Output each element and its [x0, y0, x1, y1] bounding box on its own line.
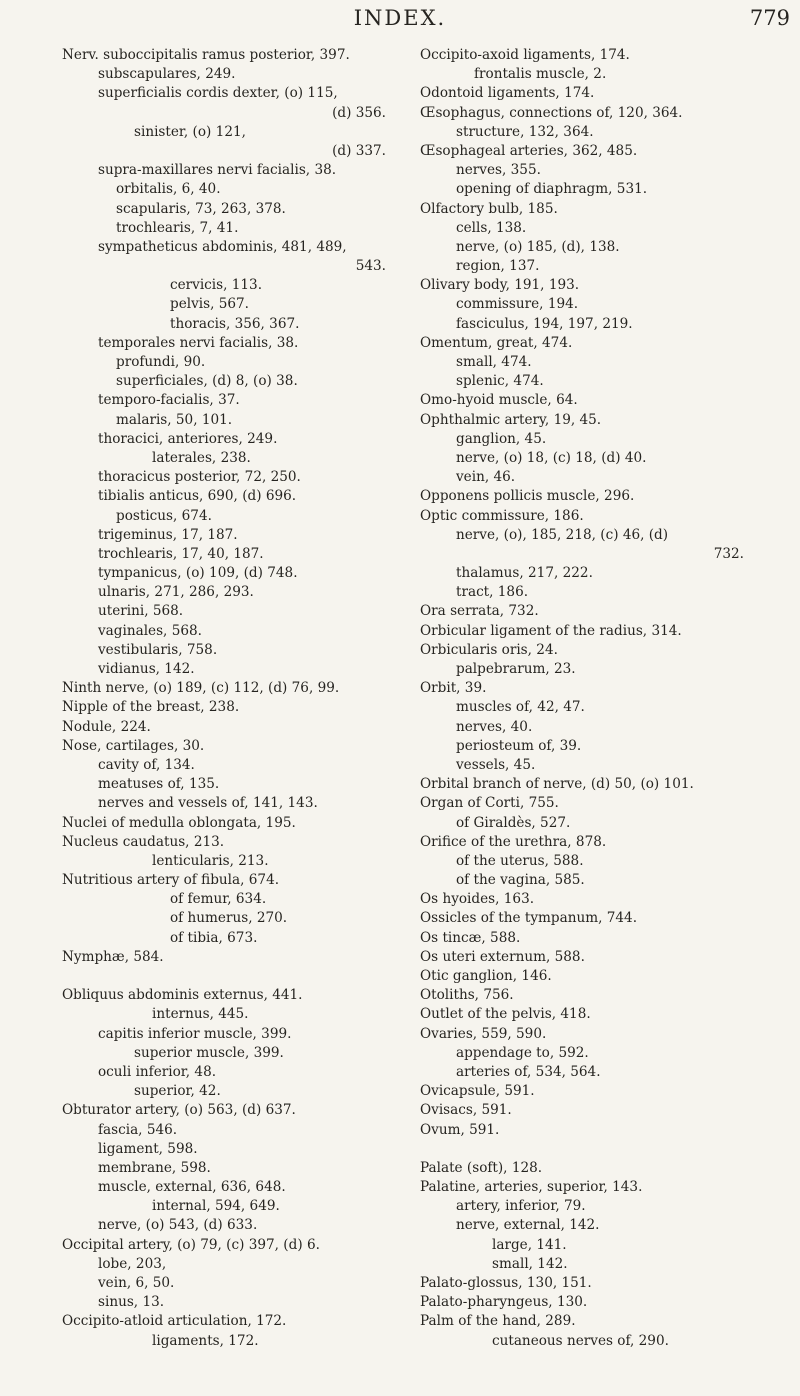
- index-entry: tympanicus, (o) 109, (d) 748.: [98, 565, 298, 582]
- index-entry: pelvis, 567.: [170, 296, 250, 313]
- index-entry: Palato-glossus, 130, 151.: [420, 1275, 592, 1291]
- index-entry: ulnaris, 271, 286, 293.: [98, 584, 254, 601]
- index-entry: thoracis, 356, 367.: [170, 315, 300, 332]
- index-entry: region, 137.: [456, 258, 540, 275]
- index-entry: nerve, external, 142.: [456, 1217, 600, 1234]
- index-entry: Opponens pollicis muscle, 296.: [420, 488, 635, 505]
- index-entry: superior, 42.: [134, 1083, 221, 1100]
- index-entry: lenticularis, 213.: [152, 852, 269, 869]
- index-entry: of Giraldès, 527.: [456, 814, 571, 831]
- index-entry: temporales nervi facialis, 38.: [98, 334, 299, 351]
- index-entry: trigeminus, 17, 187.: [98, 526, 238, 543]
- index-entry: vidianus, 142.: [98, 661, 195, 677]
- index-entry: Nuclei of medulla oblongata, 195.: [62, 814, 296, 831]
- index-entry: fascia, 546.: [98, 1121, 178, 1138]
- index-entry: Ophthalmic artery, 19, 45.: [420, 411, 602, 428]
- index-entry: (d) 356.: [332, 104, 386, 121]
- index-entry: supra-maxillares nervi facialis, 38.: [98, 162, 337, 179]
- index-entry: Nipple of the breast, 238.: [62, 699, 240, 716]
- index-entry: vaginales, 568.: [98, 622, 202, 639]
- index-entry: small, 474.: [456, 354, 532, 370]
- index-entry: nerve, (o) 543, (d) 633.: [98, 1217, 258, 1234]
- index-entry: Os tincæ, 588.: [420, 929, 521, 946]
- index-entry: Olfactory bulb, 185.: [420, 200, 558, 217]
- index-entry: meatuses of, 135.: [98, 776, 220, 793]
- index-entry: thoracici, anteriores, 249.: [98, 430, 278, 447]
- index-entry: artery, inferior, 79.: [456, 1198, 586, 1215]
- index-entry: subscapulares, 249.: [98, 66, 236, 83]
- index-entry: nerve, (o) 18, (c) 18, (d) 40.: [456, 449, 647, 466]
- index-entry: vein, 6, 50.: [98, 1275, 175, 1291]
- index-entry: Nose, cartilages, 30.: [62, 737, 205, 754]
- index-entry: Ora serrata, 732.: [420, 603, 539, 620]
- index-entry: nerve, (o), 185, 218, (c) 46, (d): [456, 526, 669, 543]
- index-entry: internus, 445.: [152, 1006, 249, 1023]
- index-entry: opening of diaphragm, 531.: [456, 181, 648, 198]
- index-entry: Nutritious artery of fibula, 674.: [62, 872, 280, 889]
- index-entry: Orbicular ligament of the radius, 314.: [420, 622, 682, 639]
- index-entry: Occipito-axoid ligaments, 174.: [420, 47, 630, 63]
- index-entry: Organ of Corti, 755.: [420, 795, 559, 812]
- index-entry: frontalis muscle, 2.: [474, 66, 607, 83]
- index-entry: ligament, 598.: [98, 1140, 198, 1157]
- index-entry: Nerv. suboccipitalis ramus posterior, 397.: [62, 47, 350, 63]
- index-entry: large, 141.: [492, 1236, 567, 1253]
- index-entry: of the vagina, 585.: [456, 872, 585, 889]
- index-entry: palpebrarum, 23.: [456, 661, 576, 677]
- index-entry: sympatheticus abdominis, 481, 489,: [98, 238, 347, 255]
- index-entry: 543.: [355, 258, 386, 275]
- index-entry: Ovisacs, 591.: [420, 1102, 512, 1119]
- index-entry: Odontoid ligaments, 174.: [420, 85, 595, 102]
- index-entry: Obturator artery, (o) 563, (d) 637.: [62, 1102, 296, 1119]
- index-entry: Os uteri externum, 588.: [420, 948, 585, 965]
- index-entry: splenic, 474.: [456, 373, 544, 390]
- index-entry: Os hyoides, 163.: [420, 891, 535, 908]
- index-entry: of tibia, 673.: [170, 929, 258, 946]
- index-entry: uterini, 568.: [98, 603, 184, 620]
- index-entry: Outlet of the pelvis, 418.: [420, 1006, 591, 1023]
- index-entry: cutaneous nerves of, 290.: [492, 1332, 669, 1349]
- index-entry: appendage to, 592.: [456, 1044, 589, 1061]
- index-entry: (d) 337.: [332, 142, 386, 159]
- index-entry: ganglion, 45.: [456, 430, 547, 447]
- index-entry: scapularis, 73, 263, 378.: [116, 200, 286, 217]
- index-entry: Orbit, 39.: [420, 680, 487, 697]
- index-entry: Omentum, great, 474.: [420, 334, 573, 351]
- page-number: 779: [749, 6, 790, 30]
- index-entry: Orifice of the urethra, 878.: [420, 833, 607, 850]
- index-entry: muscles of, 42, 47.: [456, 699, 585, 716]
- index-entry: Nucleus caudatus, 213.: [62, 833, 225, 850]
- index-entry: Obliquus abdominis externus, 441.: [62, 987, 303, 1004]
- index-entry: commissure, 194.: [456, 296, 579, 313]
- index-entry: nerves, 40.: [456, 718, 533, 735]
- index-entry: of femur, 634.: [170, 891, 267, 908]
- index-entry: Olivary body, 191, 193.: [420, 277, 580, 294]
- index-entry: tract, 186.: [456, 584, 529, 601]
- index-entry: superior muscle, 399.: [134, 1044, 284, 1061]
- index-entry: vestibularis, 758.: [98, 641, 218, 658]
- index-entry: Ovaries, 559, 590.: [420, 1025, 547, 1042]
- index-entry: cervicis, 113.: [170, 277, 263, 294]
- letter-gap: [420, 1140, 780, 1159]
- index-entry: Occipito-atloid articulation, 172.: [62, 1313, 287, 1330]
- index-entry: Nymphæ, 584.: [62, 948, 164, 965]
- index-entry: superficiales, (d) 8, (o) 38.: [116, 373, 298, 390]
- index-entry: Ninth nerve, (o) 189, (c) 112, (d) 76, 99.: [62, 680, 340, 697]
- index-entry: internal, 594, 649.: [152, 1198, 280, 1215]
- index-entry: Ovicapsule, 591.: [420, 1083, 535, 1100]
- index-entry: membrane, 598.: [98, 1159, 211, 1176]
- index-entry: thalamus, 217, 222.: [456, 565, 593, 582]
- index-entry: Œsophagus, connections of, 120, 364.: [420, 104, 683, 121]
- index-entry: ligaments, 172.: [152, 1332, 259, 1349]
- index-column-right: [420, 46, 780, 1351]
- index-entry: Occipital artery, (o) 79, (c) 397, (d) 6.: [62, 1236, 320, 1253]
- index-entry: vessels, 45.: [456, 756, 536, 773]
- index-entry: profundi, 90.: [116, 354, 206, 370]
- index-entry: superficialis cordis dexter, (o) 115,: [98, 85, 338, 102]
- index-entry: muscle, external, 636, 648.: [98, 1179, 286, 1196]
- index-entry: 732.: [713, 545, 744, 562]
- index-entry: Palm of the hand, 289.: [420, 1313, 576, 1330]
- index-entry: Œsophageal arteries, 362, 485.: [420, 142, 638, 159]
- index-entry: sinister, (o) 121,: [134, 123, 246, 140]
- index-entry: fasciculus, 194, 197, 219.: [456, 315, 633, 332]
- index-entry: Orbital branch of nerve, (d) 50, (o) 101.: [420, 776, 694, 793]
- index-entry: Optic commissure, 186.: [420, 507, 584, 524]
- index-entry: laterales, 238.: [152, 449, 251, 466]
- index-entry: of humerus, 270.: [170, 910, 288, 927]
- page-title: INDEX.: [353, 6, 447, 30]
- index-entry: nerves and vessels of, 141, 143.: [98, 795, 318, 812]
- letter-gap: [62, 967, 422, 986]
- index-entry: lobe, 203,: [98, 1255, 167, 1272]
- index-entry: thoracicus posterior, 72, 250.: [98, 469, 301, 486]
- index-entry: small, 142.: [492, 1255, 568, 1272]
- index-entry: sinus, 13.: [98, 1294, 165, 1311]
- index-entry: orbitalis, 6, 40.: [116, 181, 221, 198]
- index-entry: arteries of, 534, 564.: [456, 1063, 601, 1080]
- index-entry: Omo-hyoid muscle, 64.: [420, 392, 578, 409]
- index-entry: temporo-facialis, 37.: [98, 392, 240, 409]
- index-entry: trochlearis, 7, 41.: [116, 219, 239, 236]
- index-column-left: [62, 46, 422, 1351]
- index-entry: trochlearis, 17, 40, 187.: [98, 545, 264, 562]
- index-entry: Otoliths, 756.: [420, 987, 514, 1004]
- index-entry: Otic ganglion, 146.: [420, 968, 552, 984]
- index-entry: Palate (soft), 128.: [420, 1159, 543, 1176]
- index-entry: Nodule, 224.: [62, 718, 151, 735]
- index-entry: vein, 46.: [456, 469, 516, 486]
- index-entry: nerves, 355.: [456, 162, 541, 179]
- index-entry: Palatine, arteries, superior, 143.: [420, 1179, 643, 1196]
- index-entry: structure, 132, 364.: [456, 123, 594, 140]
- index-entry: malaris, 50, 101.: [116, 411, 233, 428]
- index-entry: cells, 138.: [456, 219, 527, 236]
- index-entry: Orbicularis oris, 24.: [420, 641, 558, 658]
- index-entry: Ossicles of the tympanum, 744.: [420, 910, 638, 927]
- index-entry: oculi inferior, 48.: [98, 1063, 217, 1080]
- index-entry: Ovum, 591.: [420, 1121, 500, 1138]
- index-entry: Palato-pharyngeus, 130.: [420, 1294, 588, 1311]
- index-entry: capitis inferior muscle, 399.: [98, 1025, 292, 1042]
- index-entry: nerve, (o) 185, (d), 138.: [456, 238, 620, 255]
- index-entry: cavity of, 134.: [98, 756, 195, 773]
- index-entry: of the uterus, 588.: [456, 852, 584, 869]
- index-entry: posticus, 674.: [116, 507, 212, 524]
- index-entry: periosteum of, 39.: [456, 737, 582, 754]
- index-entry: tibialis anticus, 690, (d) 696.: [98, 488, 297, 505]
- page-header: [0, 0, 800, 50]
